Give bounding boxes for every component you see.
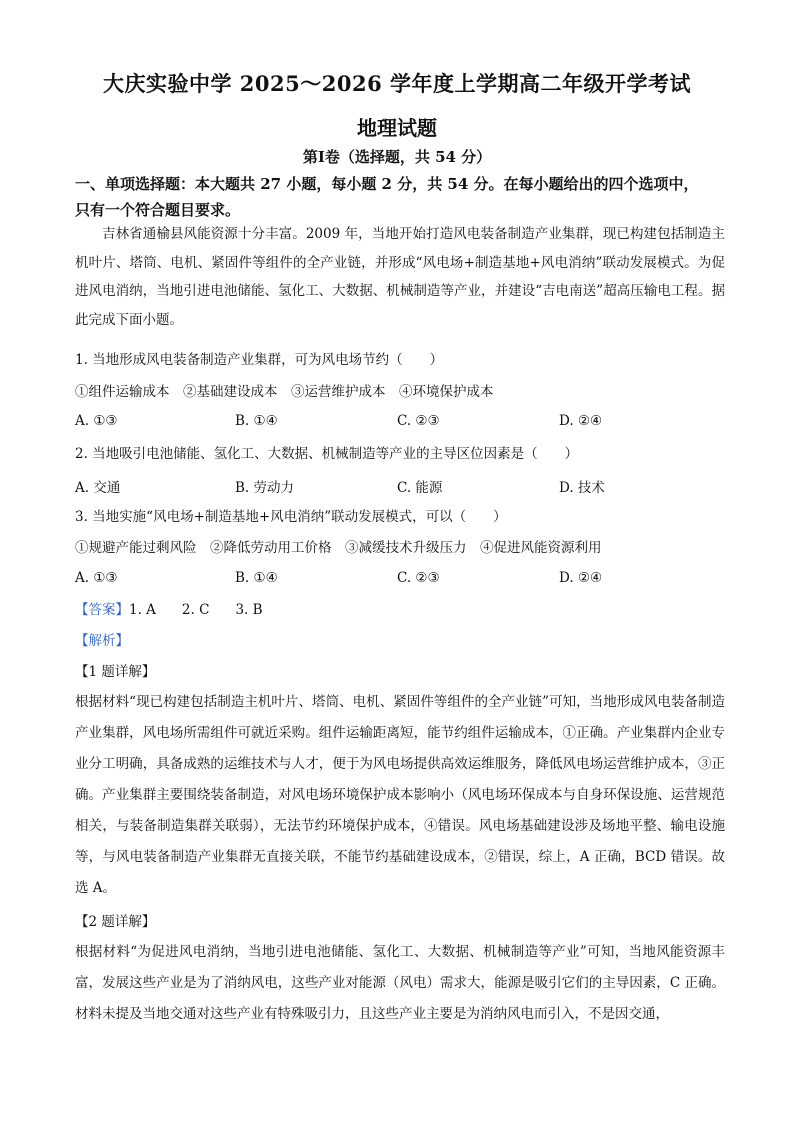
detail-1-heading: 【1 题详解】: [75, 664, 156, 680]
question-3-stem: 3. 当地实施“风电场+制造基地+风电消纳”联动发展模式，可以（ ）: [75, 509, 507, 525]
option-c: C. 能源: [397, 480, 443, 496]
detail-2-heading: 【2 题详解】: [75, 914, 156, 930]
question-3-options: [75, 570, 725, 590]
option-c: C. ②③: [397, 413, 440, 429]
answer-1: 1. A: [129, 602, 156, 618]
material-paragraph: 吉林省通榆县风能资源十分丰富。2009 年，当地开始打造风电装备制造产业集群，现已构建包括制造主机叶片、塔筒、电机、紧固件等组件的全产业链，并形成“风电场+制造基地+风电消纳”联动发展模式。为促进风电消纳，当地引进电池储能、氢化工、大数据、机械制造等产业，并建设“吉电南送”超高压输电工程。据此完成下面小题。: [75, 226, 725, 328]
detail-2-text: 根据材料“为促进风电消纳，当地引进电池储能、氢化工、大数据、机械制造等产业”可知，当地风能资源丰富，发展这些产业是为了消纳风电，这些产业对能源（风电）需求大，能源是吸引它们的主导因素，C 正确。材料未提及当地交通对这些产业有特殊吸引力，且这些产业主要是为消纳风电而引入，不是因交通，: [75, 944, 725, 1022]
detail-1-text: 根据材料“现已构建包括制造主机叶片、塔筒、电机、紧固件等组件的全产业链”可知，当地形成风电装备制造产业集群，风电场所需组件可就近采购。组件运输距离短，能节约组件运输成本，①正确。产业集群内企业专业分工明确，具备成熟的运维技术与人才，便于为风电场提供高效运维服务，降低风电场运营维护成本，③正确。产业集群主要围绕装备制造，对风电场环境保护成本影响小（风电场环保成本与自身环保设施、运营规范相关，与装备制造集群关联弱），无法节约环境保护成本，④错误。风电场基础建设涉及场地平整、输电设施等，与风电装备制造产业集群无直接关联，不能节约基础建设成本，②错误，综上，A 正确，BCD 错误。故选 A。: [75, 694, 725, 896]
subject-title: 地理试题: [357, 116, 437, 140]
option-d: D. 技术: [559, 480, 605, 496]
question-1-stem: 1. 当地形成风电装备制造产业集群，可为风电场节约（ ）: [75, 352, 444, 368]
option-a: A. ①③: [75, 570, 118, 586]
question-2-stem: 2. 当地吸引电池储能、氢化工、大数据、机械制造等产业的主导区位因素是（ ）: [75, 446, 579, 462]
analysis-label: 【解析】: [75, 633, 129, 649]
section-heading: [75, 171, 725, 223]
question-1-statements: ①组件运输成本 ②基础建设成本 ③运营维护成本 ④环境保护成本: [75, 384, 494, 400]
option-b: B. 劳动力: [235, 480, 295, 496]
exam-title: 大庆实验中学 2025～2026 学年度上学期高二年级开学考试: [102, 71, 691, 96]
option-b: B. ①④: [235, 570, 278, 586]
question-1-options: [75, 413, 725, 433]
answer-3: 3. B: [235, 602, 263, 618]
section-heading-line-1: 一、单项选择题：本大题共 27 小题，每小题 2 分，共 54 分。在每小题给出的四个选项中，: [75, 175, 699, 193]
question-2-options: [75, 476, 725, 496]
option-d: D. ②④: [559, 413, 603, 429]
option-a: A. 交通: [75, 480, 121, 496]
option-c: C. ②③: [397, 570, 440, 586]
section-heading-line-2: 只有一个符合题目要求。: [75, 201, 241, 219]
answer-2: 2. C: [181, 602, 210, 618]
question-3-statements: ①规避产能过剩风险 ②降低劳动用工价格 ③减缓技术升级压力 ④促进风能资源利用: [75, 540, 602, 556]
answer-line: [75, 600, 725, 620]
option-d: D. ②④: [559, 570, 603, 586]
answer-label: 【答案】: [75, 602, 129, 618]
part-title: 第Ⅰ卷（选择题，共 54 分）: [302, 148, 492, 166]
option-a: A. ①③: [75, 413, 118, 429]
option-b: B. ①④: [235, 413, 278, 429]
